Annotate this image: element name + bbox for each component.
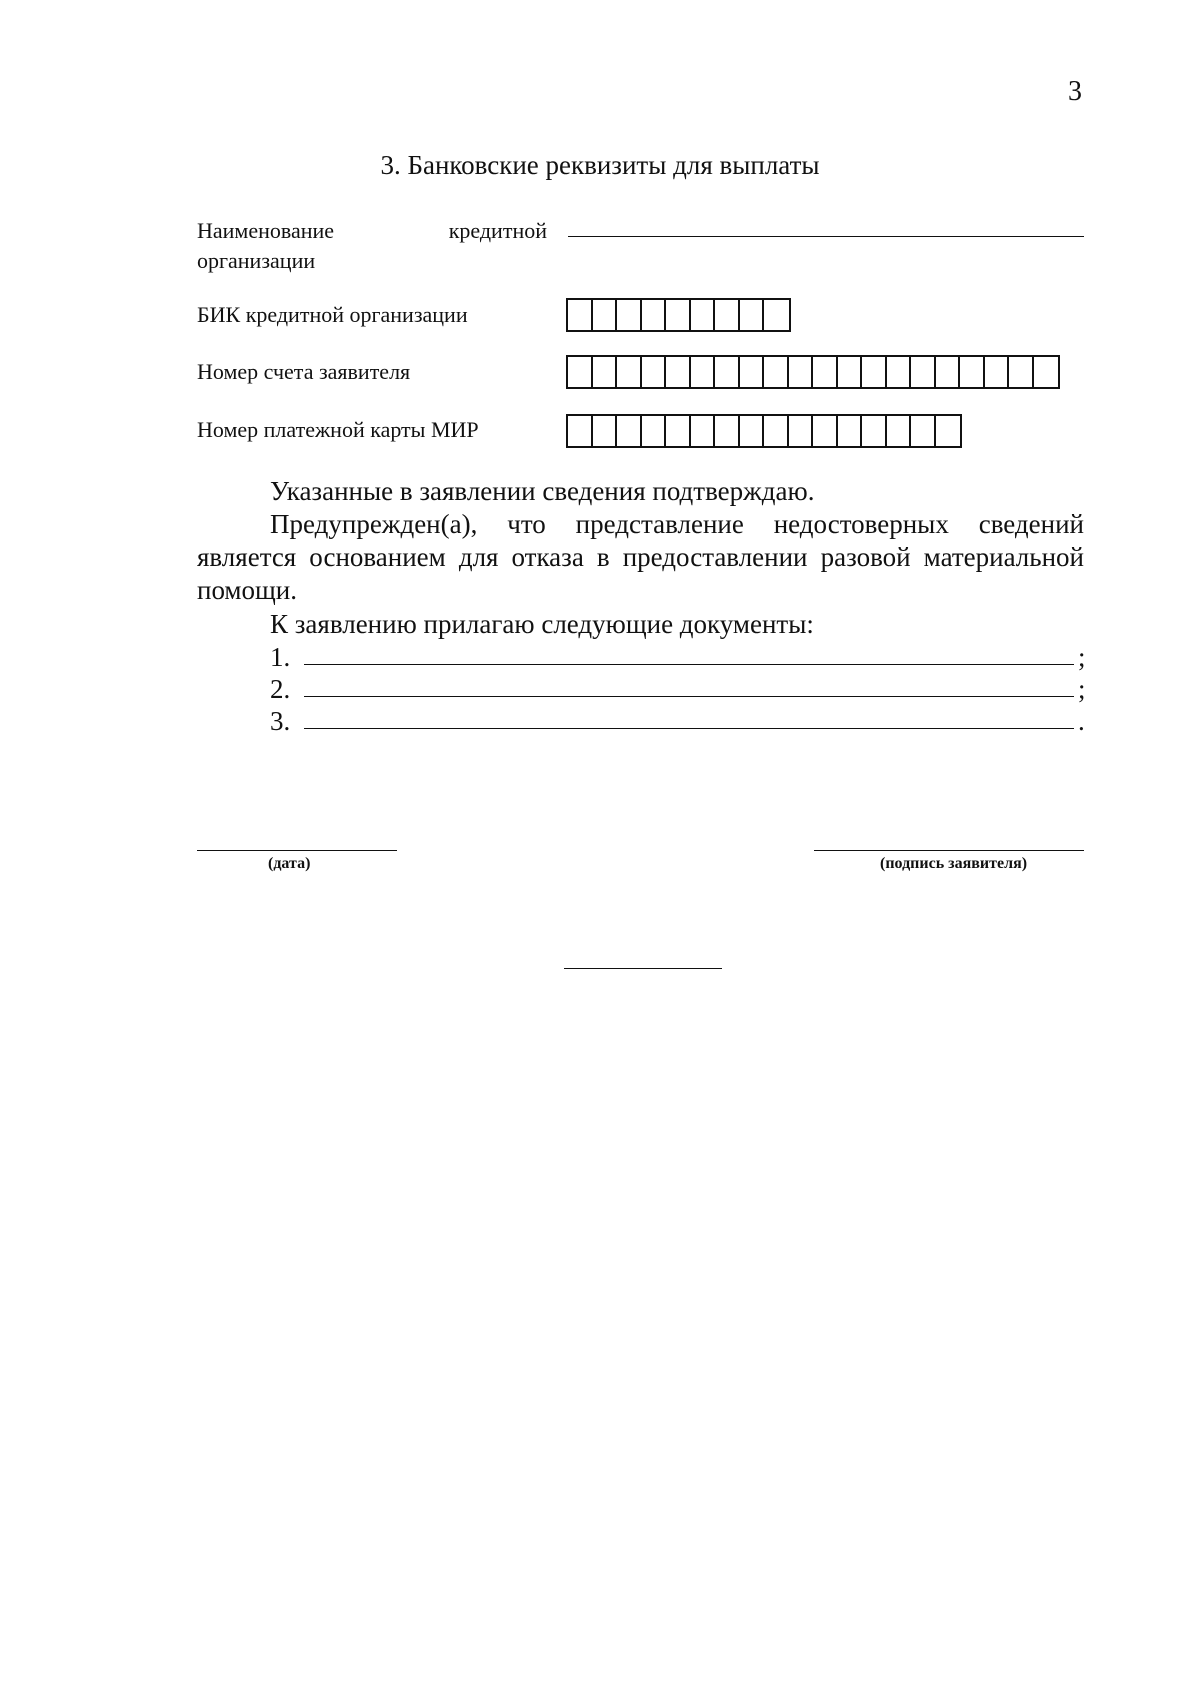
digit-cell[interactable] xyxy=(740,300,765,330)
digit-cell[interactable] xyxy=(911,416,936,446)
confirm-statement: Указанные в заявлении сведения подтверждаю. xyxy=(270,476,815,506)
digit-cell[interactable] xyxy=(666,416,691,446)
document-item xyxy=(270,704,1088,737)
org-name-label-word2: кредитной xyxy=(448,218,547,243)
digit-cell[interactable] xyxy=(617,357,642,387)
digit-cell[interactable] xyxy=(813,357,838,387)
section-title: 3. Банковские реквизиты для выплаты xyxy=(380,150,820,180)
date-line[interactable] xyxy=(197,850,397,851)
digit-cell[interactable] xyxy=(960,357,985,387)
digit-cell[interactable] xyxy=(691,416,716,446)
digit-cell[interactable] xyxy=(691,357,716,387)
card-label: Номер платежной карты МИР xyxy=(197,417,479,442)
digit-cell[interactable] xyxy=(936,416,961,446)
page-number: 3 xyxy=(1068,76,1082,107)
end-divider xyxy=(564,968,722,969)
document-item-line[interactable] xyxy=(304,728,1074,729)
document-item xyxy=(270,640,1088,673)
digit-cell[interactable] xyxy=(862,416,887,446)
document-item-line[interactable] xyxy=(304,664,1074,665)
org-name-label-word1: Наименование xyxy=(197,218,335,243)
digit-cell[interactable] xyxy=(764,300,789,330)
digit-cell[interactable] xyxy=(813,416,838,446)
digit-cell[interactable] xyxy=(593,357,618,387)
digit-cell[interactable] xyxy=(764,416,789,446)
digit-cell[interactable] xyxy=(642,300,667,330)
document-item-end: ; xyxy=(1078,642,1086,672)
account-cells[interactable] xyxy=(566,355,1060,389)
date-caption: (дата) xyxy=(268,855,311,872)
document-item-line[interactable] xyxy=(304,696,1074,697)
digit-cell[interactable] xyxy=(642,416,667,446)
digit-cell[interactable] xyxy=(740,416,765,446)
digit-cell[interactable] xyxy=(568,416,593,446)
document-item xyxy=(270,672,1088,705)
digit-cell[interactable] xyxy=(593,416,618,446)
digit-cell[interactable] xyxy=(691,300,716,330)
digit-cell[interactable] xyxy=(593,300,618,330)
digit-cell[interactable] xyxy=(617,416,642,446)
digit-cell[interactable] xyxy=(936,357,961,387)
document-item-number: 1. xyxy=(270,642,291,672)
org-name-label-line2: организации xyxy=(197,248,316,273)
digit-cell[interactable] xyxy=(764,357,789,387)
bik-cells[interactable] xyxy=(566,298,791,332)
org-name-input-line[interactable] xyxy=(568,236,1084,237)
digit-cell[interactable] xyxy=(715,357,740,387)
org-name-label xyxy=(197,216,547,276)
digit-cell[interactable] xyxy=(715,416,740,446)
digit-cell[interactable] xyxy=(666,300,691,330)
signature-line[interactable] xyxy=(814,850,1084,851)
warning-statement: Предупрежден(а), что представление недостоверных сведений является основанием для отказа в предоставлении разовой материальной помощи. xyxy=(197,509,1084,605)
digit-cell[interactable] xyxy=(1009,357,1034,387)
digit-cell[interactable] xyxy=(715,300,740,330)
digit-cell[interactable] xyxy=(740,357,765,387)
digit-cell[interactable] xyxy=(887,416,912,446)
document-item-number: 2. xyxy=(270,674,291,704)
document-item-number: 3. xyxy=(270,706,291,736)
digit-cell[interactable] xyxy=(789,357,814,387)
digit-cell[interactable] xyxy=(666,357,691,387)
digit-cell[interactable] xyxy=(1034,357,1059,387)
signature-caption: (подпись заявителя) xyxy=(880,855,1028,872)
digit-cell[interactable] xyxy=(862,357,887,387)
document-item-end: . xyxy=(1078,706,1085,736)
digit-cell[interactable] xyxy=(568,357,593,387)
digit-cell[interactable] xyxy=(911,357,936,387)
digit-cell[interactable] xyxy=(789,416,814,446)
digit-cell[interactable] xyxy=(617,300,642,330)
digit-cell[interactable] xyxy=(838,357,863,387)
account-label: Номер счета заявителя xyxy=(197,359,411,384)
attachments-intro: К заявлению прилагаю следующие документы: xyxy=(270,609,814,639)
digit-cell[interactable] xyxy=(985,357,1010,387)
bik-label: БИК кредитной организации xyxy=(197,302,468,327)
digit-cell[interactable] xyxy=(887,357,912,387)
digit-cell[interactable] xyxy=(642,357,667,387)
document-item-end: ; xyxy=(1078,674,1086,704)
card-cells[interactable] xyxy=(566,414,962,448)
digit-cell[interactable] xyxy=(568,300,593,330)
digit-cell[interactable] xyxy=(838,416,863,446)
